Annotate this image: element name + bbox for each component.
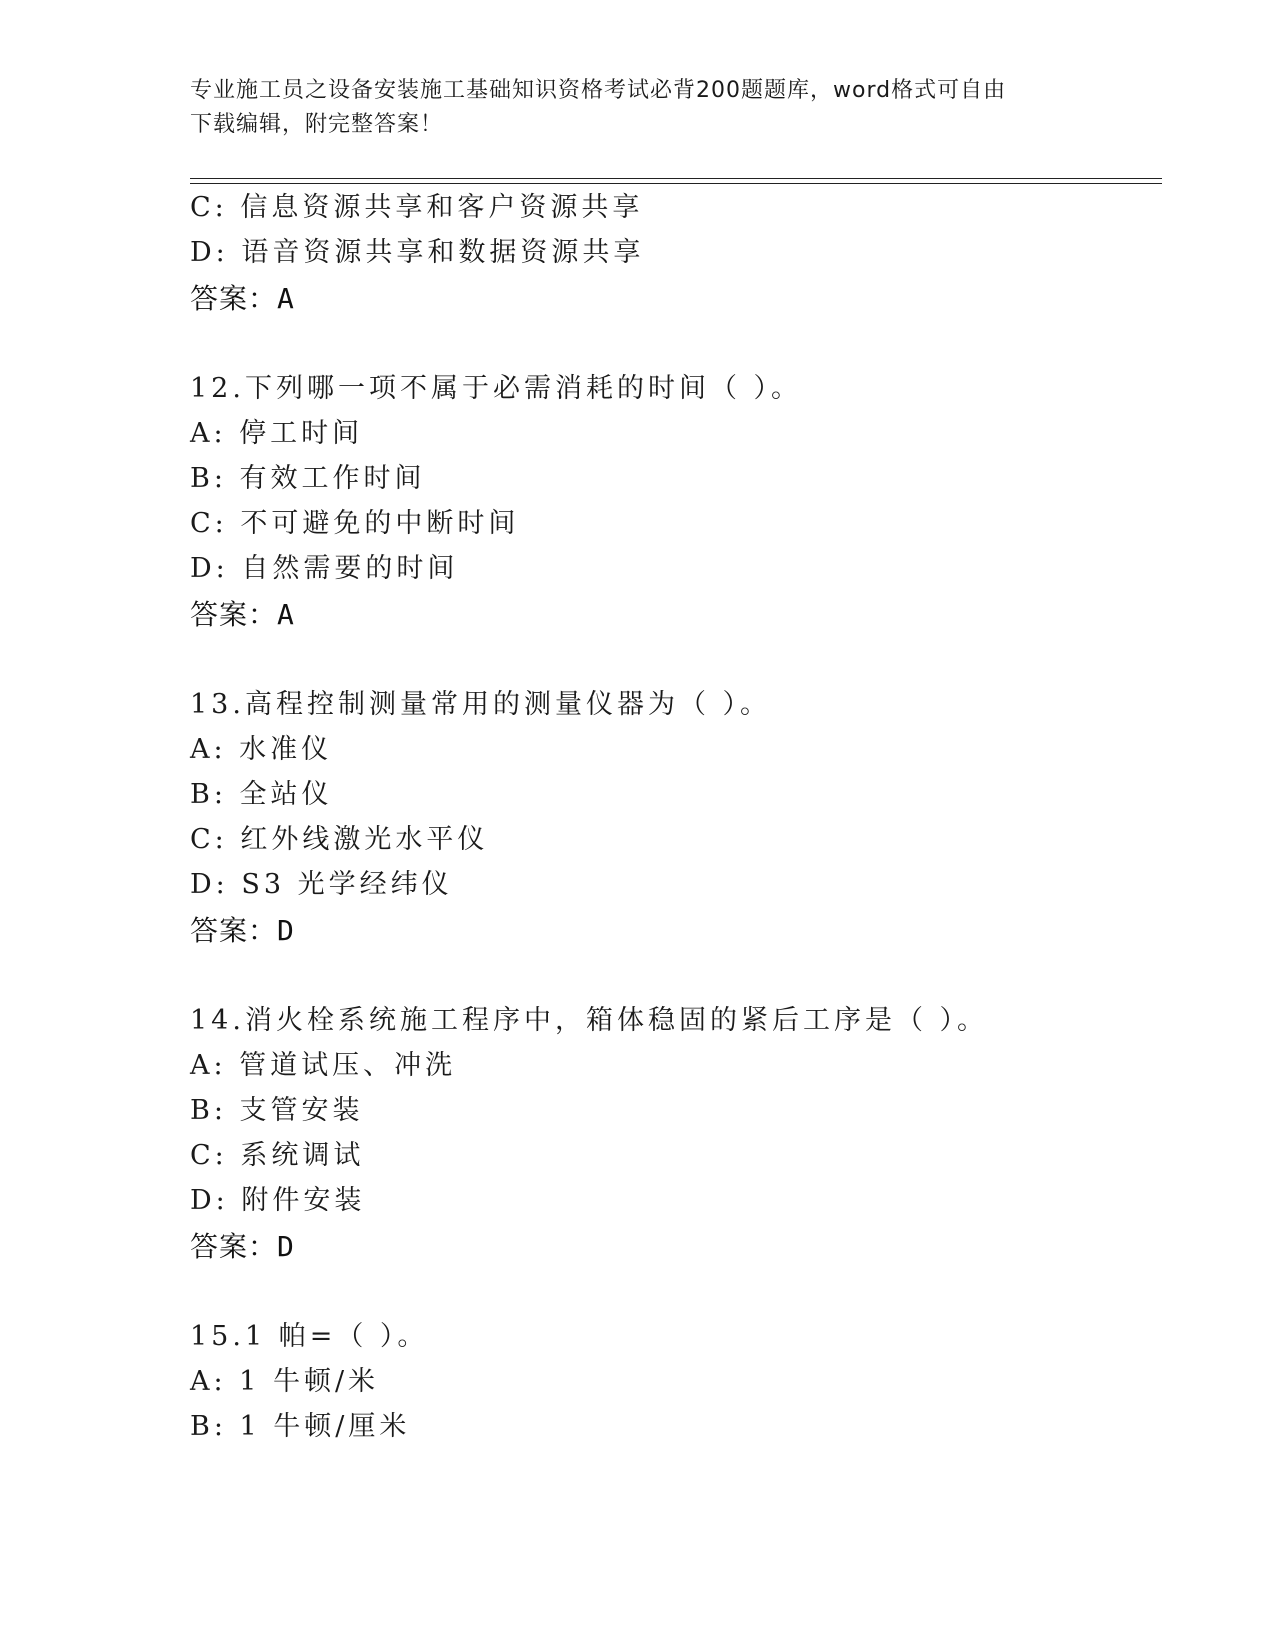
prev-answer: 答案：A — [190, 282, 295, 315]
header-line-1: 专业施工员之设备安装施工基础知识资格考试必背200题题库，word格式可自由 — [190, 78, 1007, 103]
q13-option-b: B: 全站仪 — [190, 779, 333, 810]
q15-option-a: A: 1 牛顿/米 — [190, 1366, 380, 1397]
q13-answer: 答案：D — [190, 914, 295, 947]
q12-question: 12.下列哪一项不属于必需消耗的时间（ ）。 — [190, 373, 803, 404]
q14-option-b: B: 支管安装 — [190, 1095, 364, 1126]
q15-option-b: B: 1 牛顿/厘米 — [190, 1411, 411, 1442]
q15-question: 15.1 帕=（ ）。 — [190, 1321, 429, 1352]
q12-answer: 答案：A — [190, 598, 295, 631]
q13-question: 13.高程控制测量常用的测量仪器为（ ）。 — [190, 689, 772, 720]
header-line-2: 下载编辑，附完整答案！ — [190, 112, 444, 137]
header-divider-bottom — [190, 183, 1162, 184]
q12-option-d: D: 自然需要的时间 — [190, 553, 459, 584]
q14-question: 14.消火栓系统施工程序中，箱体稳固的紧后工序是（ ）。 — [190, 1005, 989, 1036]
prev-option-c: C: 信息资源共享和客户资源共享 — [190, 192, 644, 223]
document-header — [190, 74, 1090, 142]
q14-option-d: D: 附件安装 — [190, 1185, 366, 1216]
prev-option-d: D: 语音资源共享和数据资源共享 — [190, 237, 645, 268]
q14-option-c: C: 系统调试 — [190, 1140, 365, 1171]
q12-option-a: A: 停工时间 — [190, 418, 364, 449]
q14-answer: 答案：D — [190, 1230, 295, 1263]
q12-option-b: B: 有效工作时间 — [190, 463, 426, 494]
q13-option-a: A: 水准仪 — [190, 734, 333, 765]
q14-option-a: A: 管道试压、冲洗 — [190, 1050, 457, 1081]
header-divider-top — [190, 178, 1162, 179]
q13-option-c: C: 红外线激光水平仪 — [190, 824, 489, 855]
q12-option-c: C: 不可避免的中断时间 — [190, 508, 520, 539]
q13-option-d: D: S3 光学经纬仪 — [190, 869, 453, 900]
